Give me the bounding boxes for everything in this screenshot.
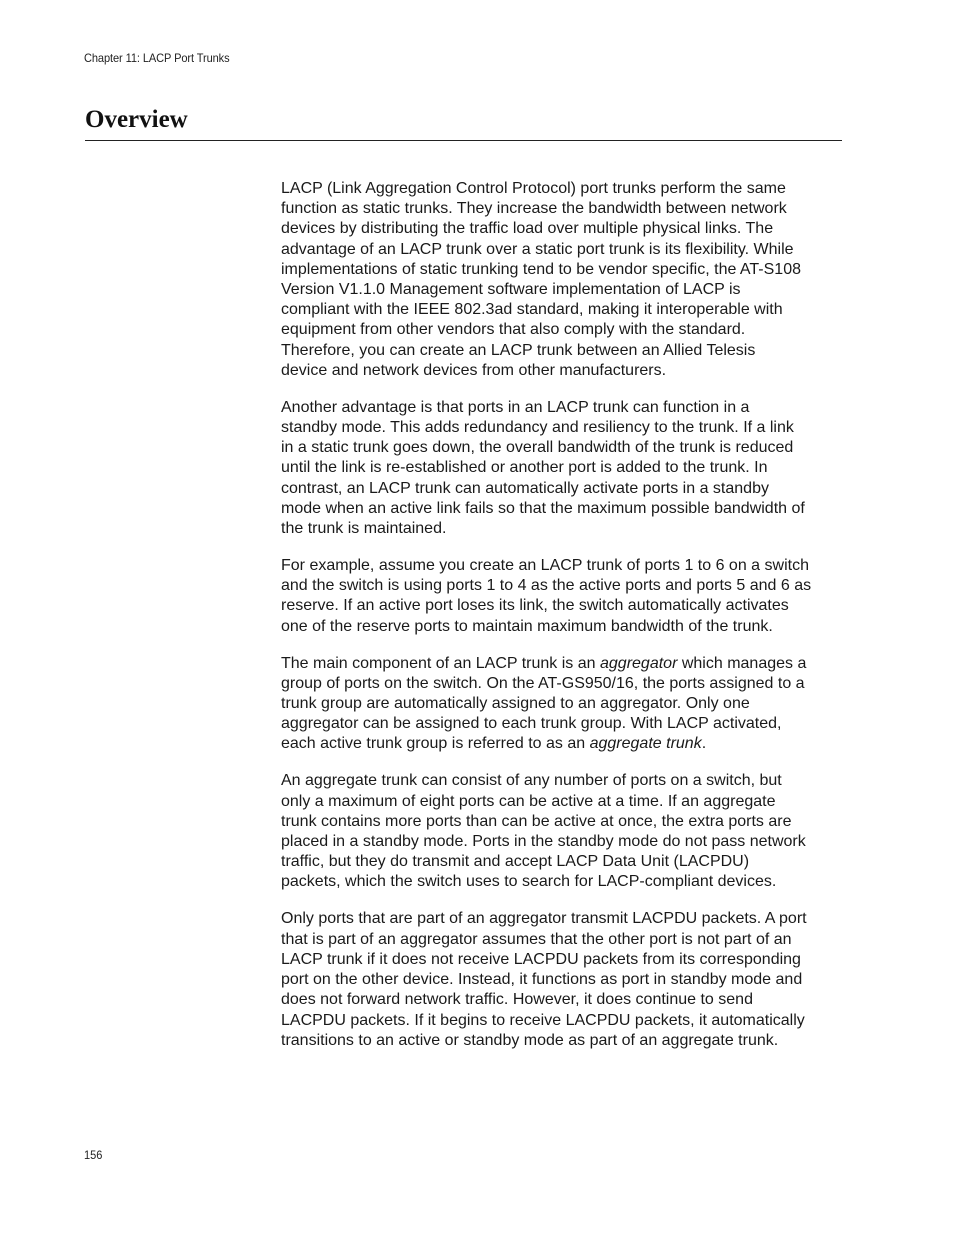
text-line: mode when an active link fails so that the maximum possible bandwidth of: [281, 499, 805, 517]
text-line: placed in a standby mode. Ports in the standby mode do not pass network: [281, 833, 806, 851]
text-line: transitions to an active or standby mode as part of an aggregate trunk.: [281, 1031, 779, 1049]
text-line: compliant with the IEEE 802.3ad standard, making it interoperable with: [281, 301, 783, 319]
title-divider: [85, 140, 842, 141]
running-header: Chapter 11: LACP Port Trunks: [84, 51, 230, 65]
text-line: implementations of static trunking tend to be vendor specific, the AT-S108: [281, 260, 801, 278]
text-line: [281, 734, 845, 754]
text-line: only a maximum of eight ports can be active at a time. If an aggregate: [281, 792, 776, 810]
body-text: [281, 179, 845, 1068]
text-line: [281, 654, 845, 674]
paragraph-standby-advantage: [281, 398, 845, 539]
paragraph-lacpdu: [281, 909, 845, 1050]
emphasis-aggregate-trunk: aggregate trunk: [589, 735, 702, 753]
paragraph-aggregator: [281, 654, 845, 755]
text-line: devices by distributing the traffic load over multiple physical links. The: [281, 220, 774, 238]
text-line: aggregator can be assigned to each trunk group. With LACP activated,: [281, 715, 782, 733]
text-line: device and network devices from other manufacturers.: [281, 361, 667, 379]
paragraph-example: [281, 556, 845, 637]
text-line: packets, which the switch uses to search for LACP-compliant devices.: [281, 873, 777, 891]
text-line: LACPDU packets. If it begins to receive LACPDU packets, it automatically: [281, 1011, 805, 1029]
text-line: Version V1.1.0 Management software implementation of LACP is: [281, 281, 741, 299]
paragraph-lacp-intro: [281, 179, 845, 381]
text-line: trunk group are automatically assigned to an aggregator. Only one: [281, 695, 750, 713]
text-line: Another advantage is that ports in an LACP trunk can function in a: [281, 398, 750, 416]
paragraph-aggregate-trunk: [281, 771, 845, 892]
text-line: until the link is re-established or another port is added to the trunk. In: [281, 459, 768, 477]
text-line: contrast, an LACP trunk can automatically activate ports in a standby: [281, 479, 769, 497]
text-line: Therefore, you can create an LACP trunk between an Allied Telesis: [281, 341, 756, 359]
text-line: advantage of an LACP trunk over a static port trunk is its flexibility. While: [281, 240, 794, 258]
text-line: that is part of an aggregator assumes that the other port is not part of an: [281, 930, 792, 948]
text-line: Only ports that are part of an aggregator transmit LACPDU packets. A port: [281, 910, 807, 928]
text-line: and the switch is using ports 1 to 4 as the active ports and ports 5 and 6 as: [281, 577, 812, 595]
text-line: reserve. If an active port loses its link, the switch automatically activates: [281, 597, 789, 615]
text-line: traffic, but they do transmit and accept LACP Data Unit (LACPDU): [281, 853, 750, 871]
text-line: LACP (Link Aggregation Control Protocol) port trunks perform the same: [281, 180, 786, 197]
text-line: equipment from other vendors that also comply with the standard.: [281, 321, 746, 339]
text-line: the trunk is maintained.: [281, 520, 447, 538]
text-line: port on the other device. Instead, it functions as port in standby mode and: [281, 971, 803, 989]
section-title: Overview: [85, 106, 188, 133]
page-number: 156: [84, 1148, 103, 1162]
emphasis-aggregator: aggregator: [600, 654, 678, 672]
text-run: which manages a: [677, 654, 807, 672]
text-line: does not forward network traffic. However, it does continue to send: [281, 991, 753, 1009]
text-line: For example, assume you create an LACP trunk of ports 1 to 6 on a switch: [281, 557, 809, 575]
text-line: one of the reserve ports to maintain maximum bandwidth of the trunk.: [281, 617, 773, 635]
text-line: trunk contains more ports than can be active at once, the extra ports are: [281, 812, 792, 830]
text-run: each active trunk group is referred to as an: [281, 735, 590, 753]
text-line: standby mode. This adds redundancy and resiliency to the trunk. If a link: [281, 419, 794, 437]
text-line: in a static trunk goes down, the overall bandwidth of the trunk is reduced: [281, 439, 794, 457]
text-line: An aggregate trunk can consist of any number of ports on a switch, but: [281, 772, 782, 790]
text-line: LACP trunk if it does not receive LACPDU packets from its corresponding: [281, 950, 801, 968]
text-run: The main component of an LACP trunk is an: [281, 654, 600, 672]
text-line: function as static trunks. They increase the bandwidth between network: [281, 200, 787, 218]
text-line: group of ports on the switch. On the AT-GS950/16, the ports assigned to a: [281, 674, 805, 692]
text-run: .: [701, 735, 707, 753]
